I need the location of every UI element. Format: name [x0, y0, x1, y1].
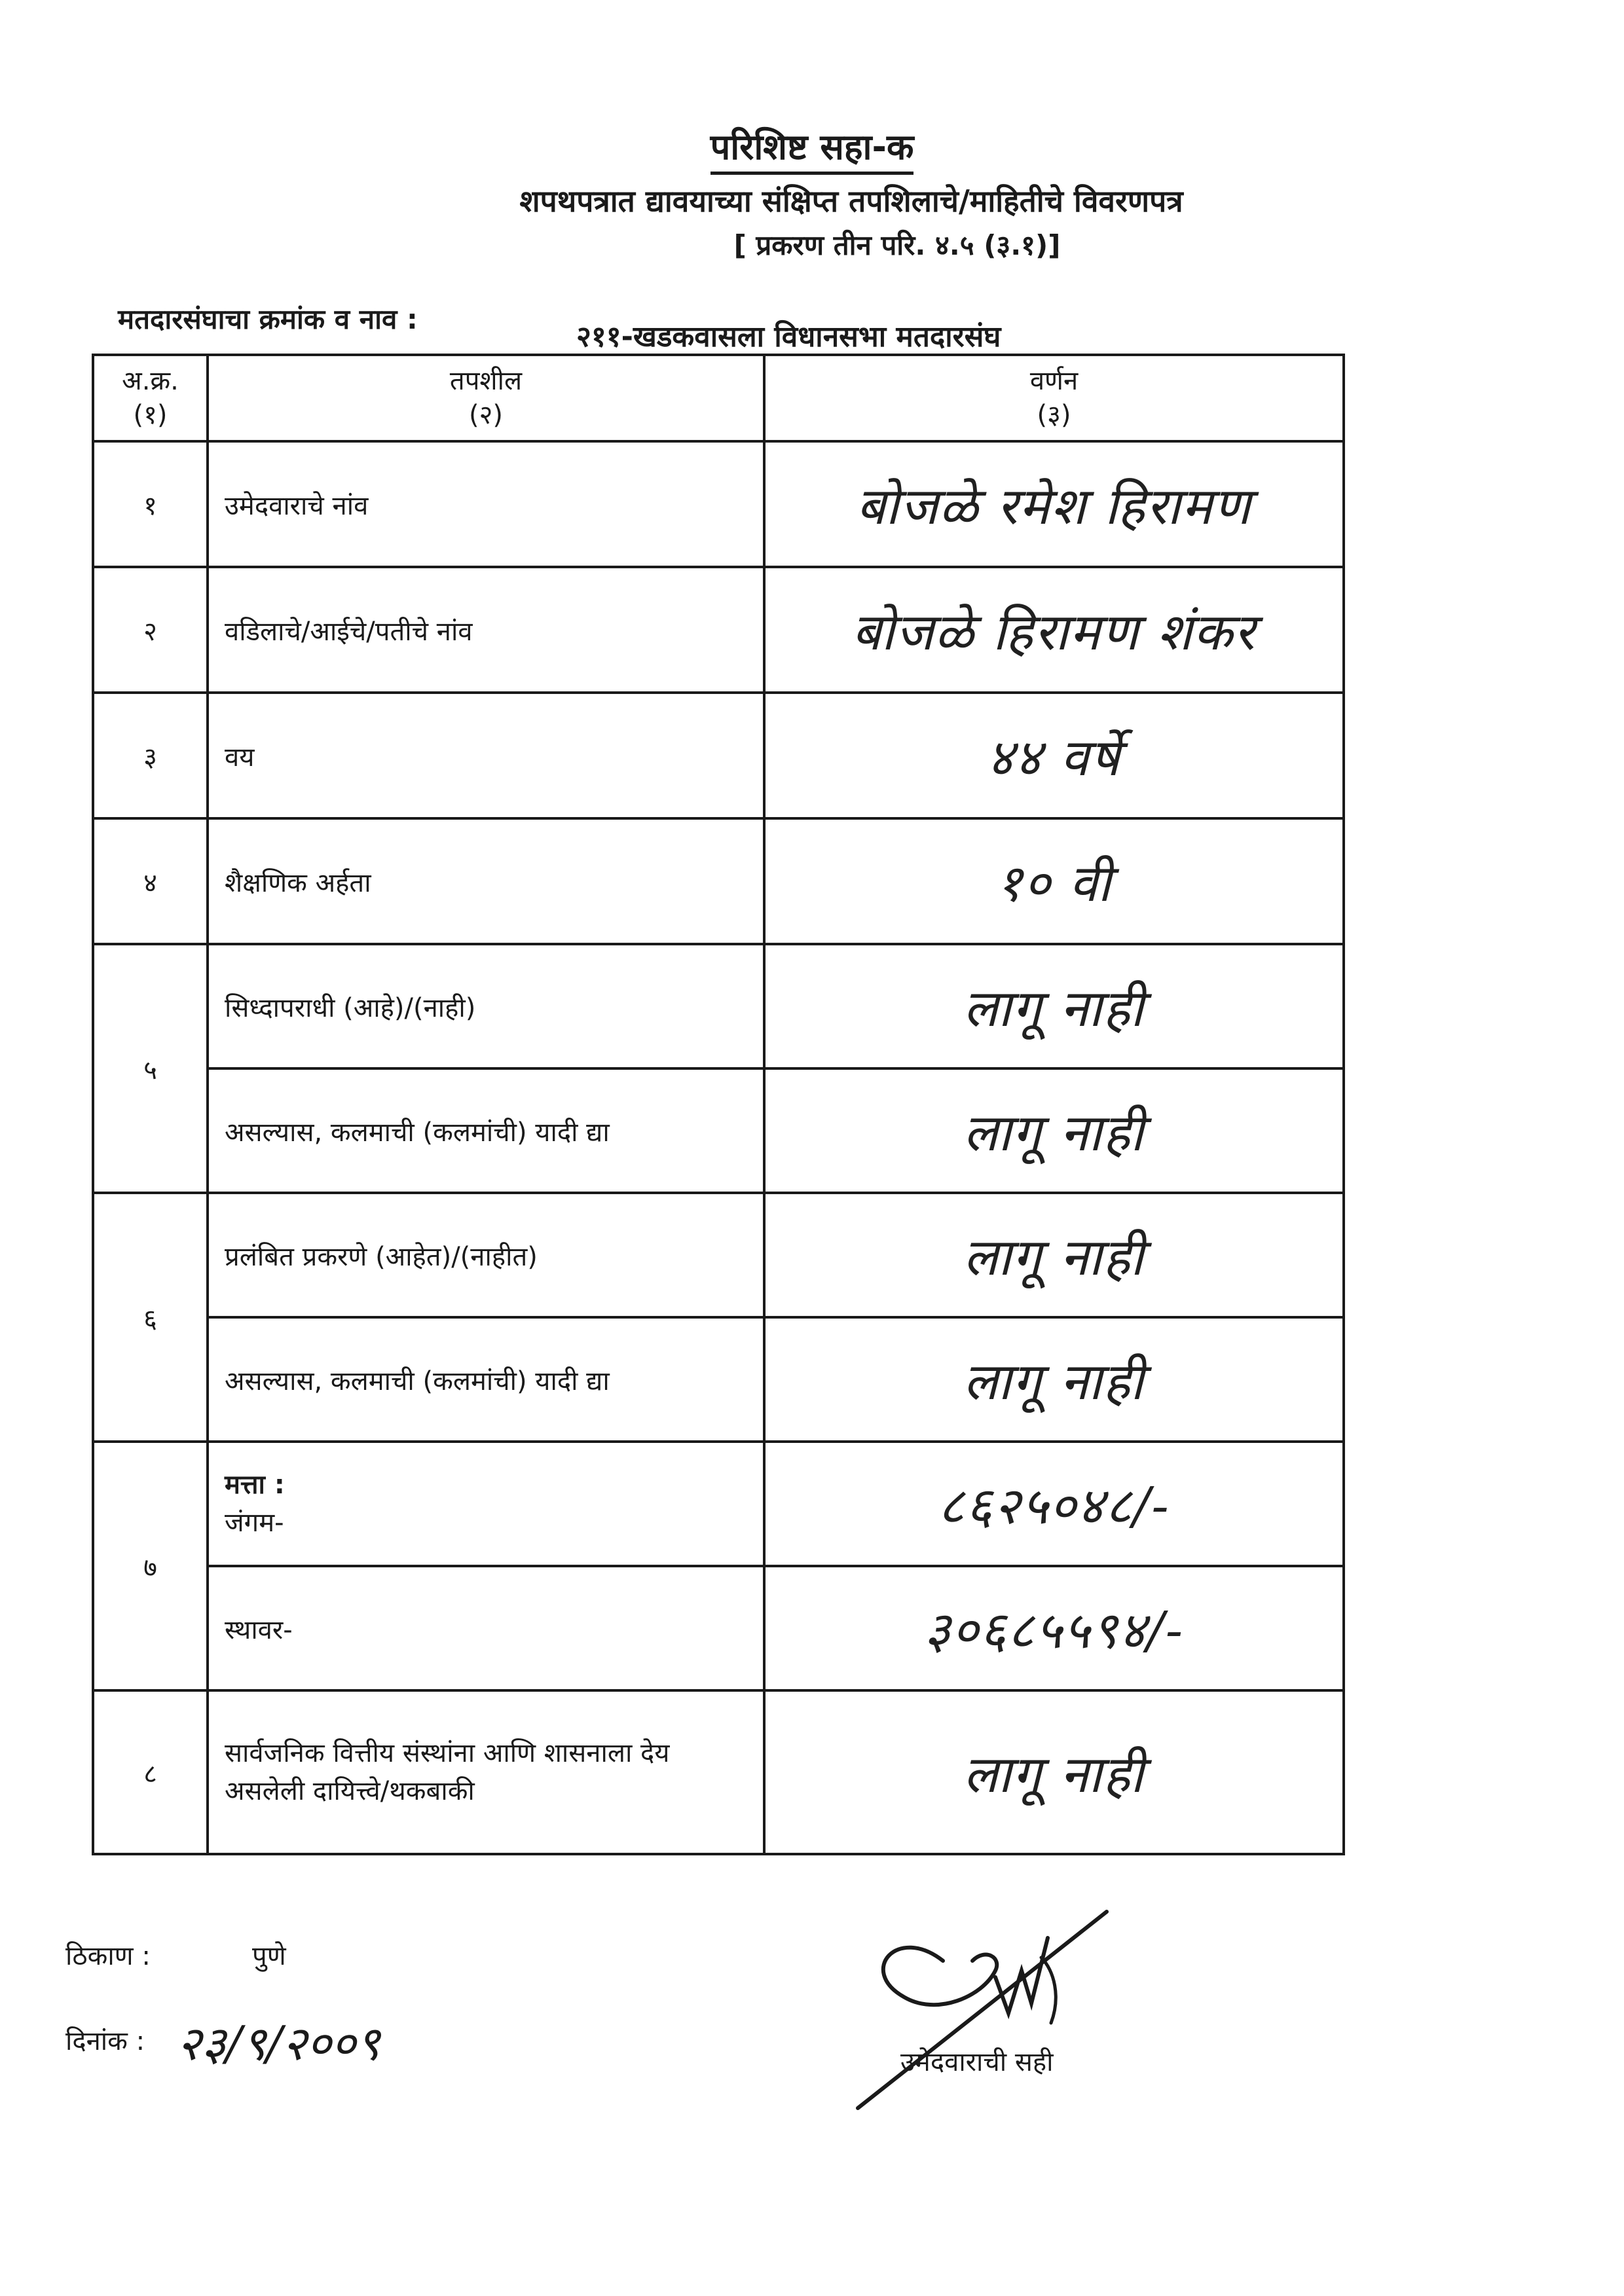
form-reference: [ प्रकरण तीन परि. ४.५ (३.१)]: [733, 229, 1061, 261]
form-subtitle: शपथपत्रात द्यावयाच्या संक्षिप्त तपशिलाचे/माहितीचे विवरणपत्र: [519, 183, 1183, 219]
immovable-label: स्थावर-: [208, 1566, 764, 1690]
signature-caption: उमेदवाराची सही: [900, 2047, 1054, 2077]
serial-number: २: [93, 567, 208, 693]
table-row: [93, 818, 1344, 944]
field-label: प्रलंबित प्रकरणे (आहेत)/(नाहीत): [208, 1193, 764, 1317]
field-label: असल्यास, कलमाची (कलमांची) यादी द्या: [208, 1068, 764, 1193]
constituency-value: २११-खडकवासला विधानसभा मतदारसंघ: [576, 320, 1001, 354]
handwritten-value: १० वी: [764, 818, 1344, 944]
table-row: [93, 1193, 1344, 1317]
handwritten-value: लागू नाही: [764, 1068, 1344, 1193]
constituency-label: मतदारसंघाचा क्रमांक व नाव :: [118, 303, 418, 335]
handwritten-value: लागू नाही: [764, 944, 1344, 1068]
assets-heading: मत्ता :: [225, 1470, 285, 1500]
table-row: [93, 1566, 1344, 1690]
field-label: सिध्दापराधी (आहे)/(नाही): [208, 944, 764, 1068]
handwritten-value: बोजळे हिरामण शंकर: [764, 567, 1344, 693]
field-label: शैक्षणिक अर्हता: [208, 818, 764, 944]
table-header-row: [93, 355, 1344, 441]
table-row: [93, 1690, 1344, 1854]
place-value: पुणे: [252, 1941, 286, 1971]
serial-number: ३: [93, 693, 208, 818]
table-row: [93, 1317, 1344, 1442]
field-label: वय: [208, 693, 764, 818]
handwritten-value: ४४ वर्षे: [764, 693, 1344, 818]
serial-number: ४: [93, 818, 208, 944]
table-row: [93, 944, 1344, 1068]
field-label: [208, 1442, 764, 1566]
handwritten-value: ३०६८५५९४/-: [764, 1566, 1344, 1690]
place-label: ठिकाण :: [65, 1941, 151, 1971]
date-value: २३/९/२००९: [177, 2016, 380, 2071]
field-label: सार्वजनिक वित्तीय संस्थांना आणि शासनाला देय असलेली दायित्त्वे/थकबाकी: [208, 1690, 764, 1854]
movable-label: जंगम-: [225, 1508, 284, 1538]
serial-number: ६: [93, 1193, 208, 1442]
column-header-serial: अ.क्र. (१): [93, 355, 208, 441]
date-label: दिनांक :: [65, 2026, 145, 2056]
column-header-description: वर्णन (३): [764, 355, 1344, 441]
handwritten-value: ८६२५०४८/-: [764, 1442, 1344, 1566]
handwritten-value: लागू नाही: [764, 1193, 1344, 1317]
serial-number: १: [93, 441, 208, 567]
form-title: परिशिष्ट सहा-क: [0, 121, 1624, 170]
handwritten-value: बोजळे रमेश हिरामण: [764, 441, 1344, 567]
table-row: [93, 1442, 1344, 1566]
serial-number: ८: [93, 1690, 208, 1854]
candidate-signature: [845, 1899, 1153, 2115]
field-label: वडिलाचे/आईचे/पतीचे नांव: [208, 567, 764, 693]
field-label: उमेदवाराचे नांव: [208, 441, 764, 567]
table-row: [93, 693, 1344, 818]
column-header-details: तपशील (२): [208, 355, 764, 441]
handwritten-value: लागू नाही: [764, 1690, 1344, 1854]
table-row: [93, 441, 1344, 567]
handwritten-value: लागू नाही: [764, 1317, 1344, 1442]
field-label: असल्यास, कलमाची (कलमांची) यादी द्या: [208, 1317, 764, 1442]
table-row: [93, 1068, 1344, 1193]
serial-number: ७: [93, 1442, 208, 1690]
table-row: [93, 567, 1344, 693]
serial-number: ५: [93, 944, 208, 1193]
details-table: [92, 354, 1345, 1855]
